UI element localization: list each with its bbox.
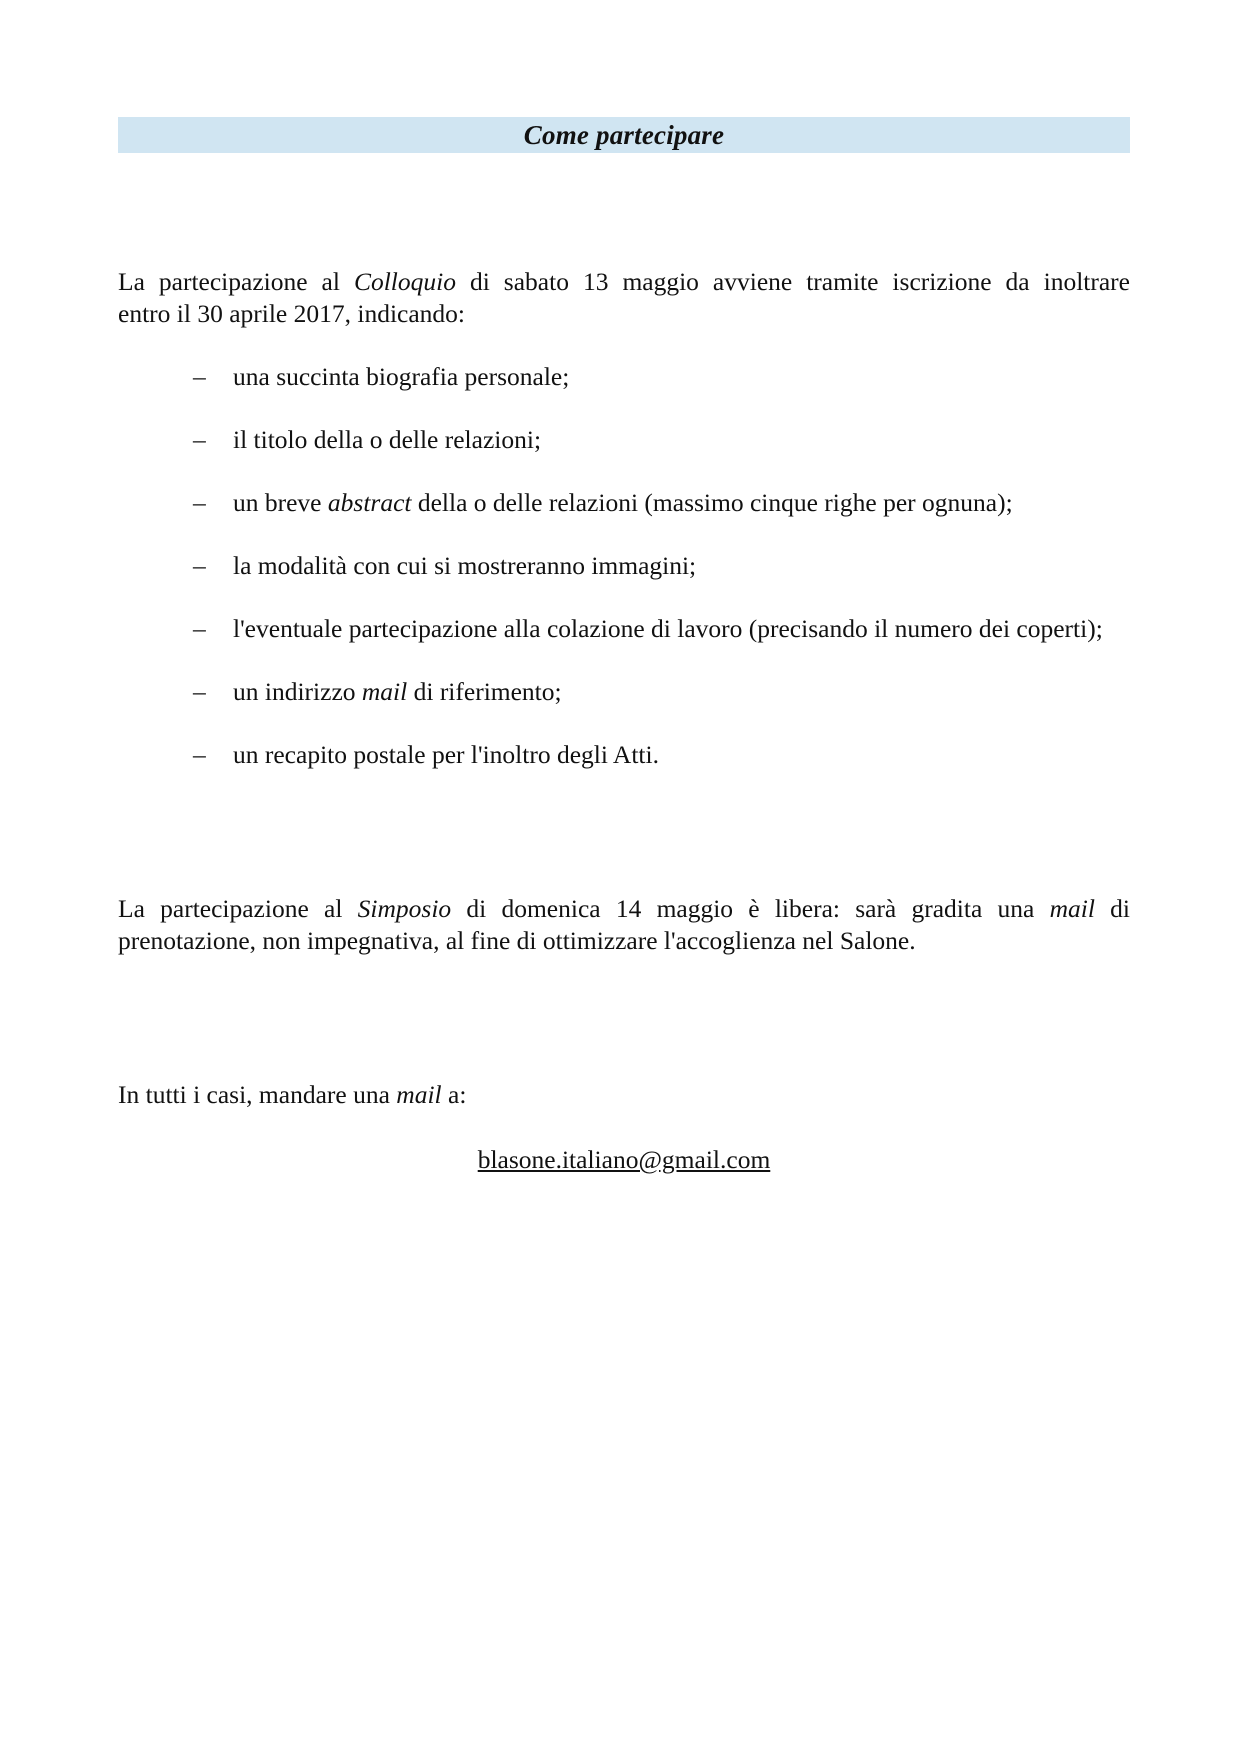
contact-emphasis-mail: mail [396, 1080, 442, 1109]
contact-paragraph [118, 1079, 1130, 1111]
list-item-text: una succinta biografia personale; [233, 362, 570, 391]
list-item [193, 676, 1103, 739]
list-item-text: la modalità con cui si mostreranno immagini; [233, 551, 697, 580]
symposium-line-2: prenotazione, non impegnativa, al fine di ottimizzare l'accoglienza nel Salone. [118, 926, 916, 955]
intro-text: di sabato 13 maggio avviene tramite iscrizione da inoltrare [455, 267, 1130, 296]
symposium-text: di [1094, 894, 1130, 923]
contact-text: In tutti i casi, mandare una [118, 1080, 397, 1109]
symposium-paragraph [118, 893, 1130, 957]
list-item [193, 550, 1103, 613]
symposium-text: La partecipazione al [118, 894, 358, 923]
list-item-text [233, 676, 562, 739]
symposium-line-1 [118, 893, 1130, 925]
list-item [193, 361, 1103, 424]
list-item [193, 613, 1103, 676]
contact-text: a: [441, 1080, 467, 1109]
email-link[interactable]: blasone.italiano@gmail.com [477, 1145, 771, 1174]
dash-bullet-icon: – [193, 425, 206, 454]
list-item-text-pre: un breve [233, 488, 328, 517]
dash-bullet-icon: – [193, 551, 206, 580]
intro-line-2: entro il 30 aprile 2017, indicando: [118, 299, 466, 328]
dash-bullet-icon: – [193, 677, 206, 706]
list-item-text-post: della o delle relazioni (massimo cinque righe per ognuna); [411, 488, 1013, 517]
dash-bullet-icon: – [193, 362, 206, 391]
list-item [193, 487, 1103, 550]
email-container [118, 1144, 1130, 1176]
intro-paragraph [118, 266, 1130, 330]
section-heading-bar [118, 117, 1130, 153]
dash-bullet-icon: – [193, 740, 206, 769]
dash-bullet-icon: – [193, 488, 206, 517]
symposium-text: di domenica 14 maggio è libera: sarà gradita una [451, 894, 1050, 923]
symposium-emphasis-mail: mail [1049, 894, 1095, 923]
list-item-text: l'eventuale partecipazione alla colazione di lavoro (precisando il numero dei coperti); [233, 614, 1103, 643]
requirements-list [193, 361, 1103, 802]
list-item-text: un recapito postale per l'inoltro degli Atti. [233, 740, 659, 769]
list-item-text-post: di riferimento; [407, 677, 562, 706]
list-item-text: il titolo della o delle relazioni; [233, 425, 542, 454]
intro-emphasis-colloquio: Colloquio [353, 267, 456, 296]
list-item-emphasis: mail [361, 677, 408, 706]
list-item [193, 739, 1103, 802]
dash-bullet-icon: – [193, 614, 206, 643]
list-item-emphasis: abstract [327, 488, 412, 517]
list-item [193, 424, 1103, 487]
contact-line [118, 1079, 1130, 1111]
intro-text: La partecipazione al [118, 267, 354, 296]
intro-line-1 [118, 266, 1130, 298]
list-item-text [233, 487, 1013, 550]
list-item-text-pre: un indirizzo [233, 677, 362, 706]
symposium-emphasis-simposio: Simposio [357, 894, 452, 923]
section-title: Come partecipare [523, 119, 725, 150]
